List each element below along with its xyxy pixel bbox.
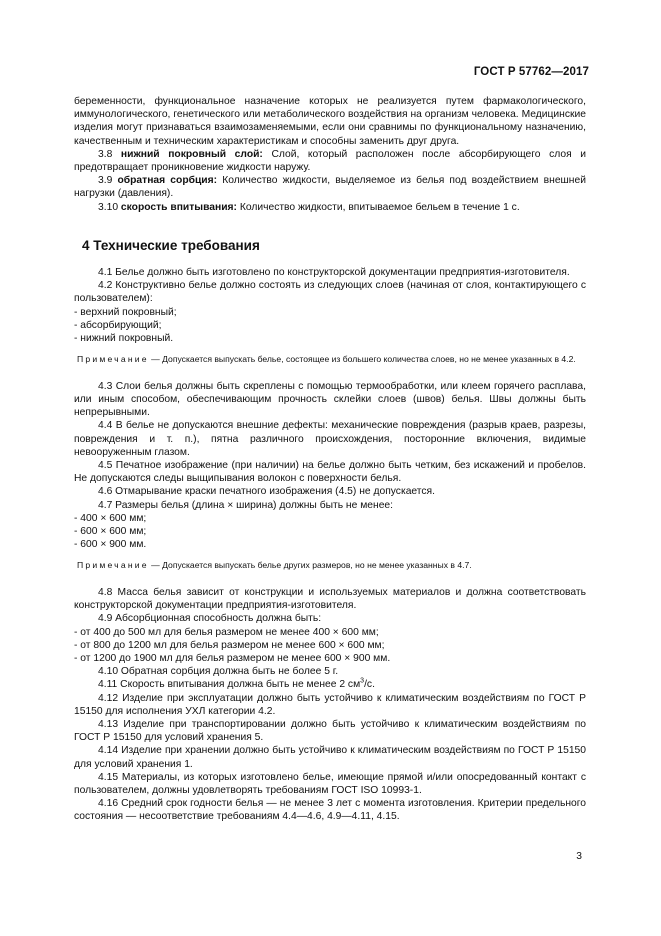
section-heading: 4 Технические требования	[82, 237, 260, 253]
definition-3-8: 3.8 нижний покровный слой: Слой, который расположен после абсорбирующего слоя и предотвращает проникновение жидкости наружу.	[74, 148, 586, 174]
list-item: - 600 × 600 мм;	[74, 525, 147, 537]
page-body	[74, 95, 586, 824]
paragraph-4-12: 4.12 Изделие при эксплуатации должно быть устойчиво к климатическим воздействиям по ГОСТ Р 15150 для исполнения УХЛ категории 4.2.	[74, 692, 586, 717]
paragraph-4-14: 4.14 Изделие при хранении должно быть устойчиво к климатическим воздействиям по ГОСТ Р 15150 для условий хранения 1.	[74, 745, 586, 770]
definition-3-10: 3.10 скорость впитывания: Количество жидкости, впитываемое бельем в течение 1 с.	[98, 201, 520, 213]
paragraph-4-4: 4.4 В белье не допускаются внешние дефекты: механические повреждения (разрыв краев, разрезы, повреждения и т. п.), пятна различного происхождения, посторонние включения, видимые невооруженным глазом.	[74, 420, 586, 458]
list-item: - нижний покровный.	[74, 333, 174, 345]
page-number: 3	[576, 851, 582, 862]
definition-term: обратная сорбция:	[117, 175, 218, 187]
list-item: - от 400 до 500 мл для белья размером не менее 400 × 600 мм;	[74, 626, 379, 638]
paragraph-4-5: 4.5 Печатное изображение (при наличии) на белье должно быть четким, без искажений и пробелов. Не допускаются следы выщипывания волокон с поверхности белья.	[74, 459, 586, 485]
note-4-7: Примечание — Допускается выпускать белье других размеров, но не менее указанных в 4.7.	[77, 560, 472, 571]
note-label: Примечание	[77, 354, 149, 365]
paragraph-4-2: 4.2 Конструктивно белье должно состоять из следующих слоев (начиная от слоя, контактирующего с пользователем):	[74, 280, 586, 305]
list-item: - от 800 до 1200 мл для белья размером не менее 600 × 600 мм;	[74, 639, 385, 651]
paragraph-4-8: 4.8 Масса белья зависит от конструкции и используемых материалов и должна соответствовать конструкторской документации предприятия-изготовителя.	[74, 586, 586, 612]
paragraph-intro: беременности, функциональное назначение которых не реализуется путем фармакологического, иммунологического, генетического или метаболического воздействия на организм человека. Медицинские изделия могут признаваться взаимозаменяемыми, если они сравнимы по функциональному назначению, качественным и техническим характеристикам и способны заменить друг друга.	[74, 96, 586, 147]
definition-3-9: 3.9 обратная сорбция: Количество жидкости, выделяемое из белья под воздействием внешней нагрузки (давления).	[74, 175, 586, 200]
paragraph-4-9: 4.9 Абсорбционная способность должна быть:	[98, 613, 322, 625]
note-label: Примечание	[77, 560, 149, 571]
definition-term: нижний покровный слой:	[120, 148, 263, 160]
note-4-2: Примечание — Допускается выпускать белье, состоящее из большего количества слоев, но не менее указанных в 4.2.	[77, 354, 576, 365]
document-header: ГОСТ Р 57762—2017	[473, 66, 589, 78]
list-item: - абсорбирующий;	[74, 319, 162, 331]
paragraph-4-11: 4.11 Скорость впитывания должна быть не менее 2 $см^3/с$.	[98, 677, 375, 691]
paragraph-4-16: 4.16 Средний срок годности белья — не менее 3 лет с момента изготовления. Критерии предельного состояния — несоответствие требованиям 4.4—4.6, 4.9—4.11, 4.15.	[74, 798, 586, 823]
paragraph-4-7: 4.7 Размеры белья (длина × ширина) должны быть не менее:	[98, 499, 394, 511]
list-item: - 600 × 900 мм.	[74, 539, 147, 551]
paragraph-4-10: 4.10 Обратная сорбция должна быть не более 5 г.	[98, 666, 339, 678]
list-item: - верхний покровный;	[74, 306, 177, 318]
paragraph-4-3: 4.3 Слои белья должны быть скреплены с помощью термообработки, или клеем горячего расплава, или иным способом, обеспечивающим прочность склейки слоев (швов) белья. Швы должны быть непрерывными.	[74, 380, 586, 419]
definition-term: скорость впитывания:	[120, 201, 237, 213]
paragraph-4-13: 4.13 Изделие при транспортировании должно быть устойчиво к климатическим воздействиям по ГОСТ Р 15150 для условий хранения 5.	[74, 718, 586, 744]
list-item: - 400 × 600 мм;	[74, 512, 147, 524]
paragraph-4-15: 4.15 Материалы, из которых изготовлено белье, имеющие прямой и/или опосредованный контакт с пользователем, должны удовлетворять требованиям ГОСТ ISO 10993-1.	[74, 771, 586, 796]
paragraph-4-1: 4.1 Белье должно быть изготовлено по конструкторской документации предприятия-изготовителя.	[98, 267, 570, 279]
paragraph-4-6: 4.6 Отмарывание краски печатного изображения (4.5) не допускается.	[98, 486, 435, 498]
list-item: - от 1200 до 1900 мл для белья размером не менее 600 × 900 мм.	[74, 652, 391, 664]
